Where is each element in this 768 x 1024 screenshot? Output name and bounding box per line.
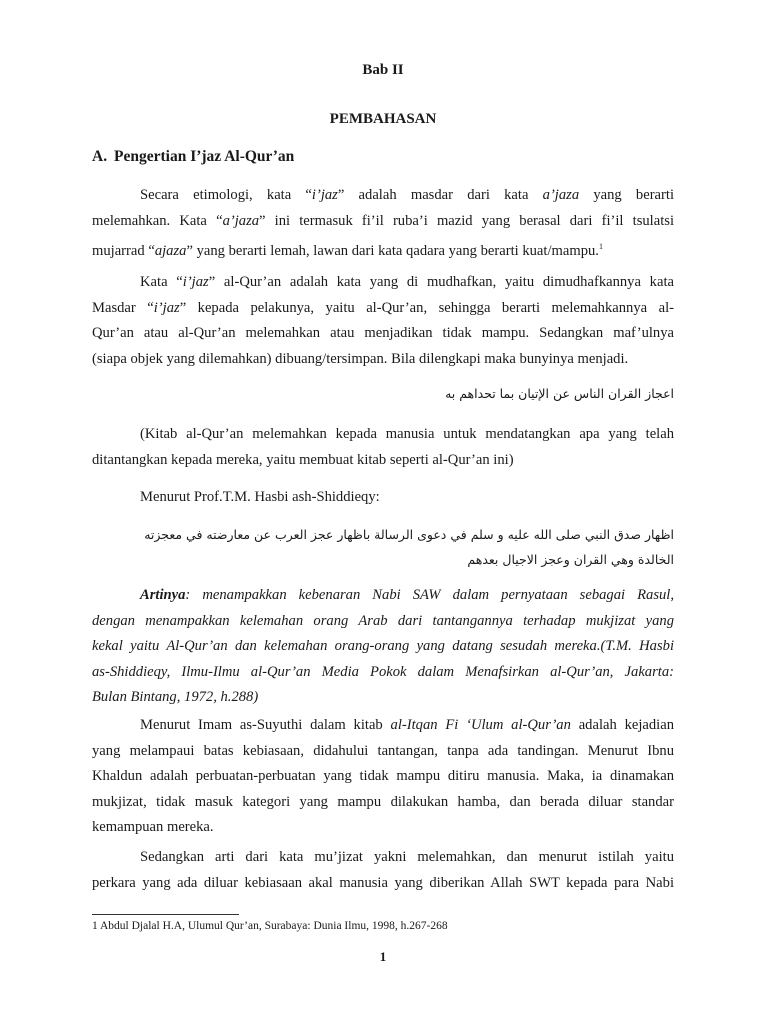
paragraph-line: Menurut Imam as-Suyuthi dalam kitab al-Itqan Fi ‘Ulum al-Qur’an adalah kejadian xyxy=(140,717,675,733)
meaning-label: Artinya xyxy=(140,587,186,603)
subsection-heading xyxy=(92,148,294,166)
paragraph-line: mukjizat, tidak masuk kategori yang mampu dilakukan hamba, dan berada diluar standar xyxy=(92,793,674,810)
heading-text: Pengertian I’jaz Al-Qur’an xyxy=(114,148,295,165)
paragraph-line: as-Shiddieqy, Ilmu-Ilmu al-Qur’an Media Pokok dalam Menafsirkan al-Qur’an, Jakarta: xyxy=(92,663,674,680)
heading-letter: A. xyxy=(92,148,108,165)
paragraph-line: kekal yaitu Al-Qur’an dan kelemahan orang-orang yang datang sesudah mereka.(T.M. Hasbi xyxy=(92,638,674,654)
paragraph-line: (Kitab al-Qur’an melemahkan kepada manusia untuk mendatangkan apa yang telah xyxy=(140,426,674,442)
footnote: 1 Abdul Djalal H.A, Ulumul Qur’an, Surabaya: Dunia Ilmu, 1998, h.267-268 xyxy=(92,920,448,932)
arabic-quote-1: اعجاز القران الناس عن الإتيان بما تحداهم به xyxy=(445,386,674,401)
paragraph-line: Bulan Bintang, 1972, h.288) xyxy=(92,689,259,705)
paragraph-line: Masdar “i’jaz” kepada pelakunya, yaitu al-Qur’an, sehingga berarti melemahkannya al- xyxy=(92,299,674,316)
paragraph-mujizat xyxy=(92,845,674,896)
paragraph-line: (siapa objek yang dilemahkan) dibuang/tersimpan. Bila dilengkapi maka bunyinya menjadi. xyxy=(92,350,629,367)
paragraph-line: yang melampaui batas kebiasaan, didahului tantangan, tanpa ada tandingan. Menurut Ibnu xyxy=(92,742,674,759)
paragraph-meaning xyxy=(92,583,674,711)
chapter-title: Bab II xyxy=(362,62,404,78)
paragraph-hasbi xyxy=(92,485,674,511)
paragraph-line: Menurut Prof.T.M. Hasbi ash-Shiddieqy: xyxy=(140,489,380,505)
paragraph-line: Qur’an atau al-Qur’an melemahkan atau menjadikan tidak mampu. Sedangkan maf’ulnya xyxy=(92,325,674,341)
paragraph-ijaz-quran xyxy=(92,270,674,372)
paragraph-etymology xyxy=(92,183,674,264)
footnote-separator xyxy=(92,914,239,915)
paragraph-line: Secara etimologi, kata “i’jaz” adalah masdar dari kata a’jaza yang berarti xyxy=(140,187,675,203)
paragraph-line: perkara yang ada diluar kebiasaan akal manusia yang diberikan Allah SWT kepada para Nabi xyxy=(92,874,674,891)
page-number: 1 xyxy=(379,949,387,964)
paragraph-line: ditantangkan kepada mereka, yaitu membuat kitab seperti al-Qur’an ini) xyxy=(92,451,514,468)
arabic-quote-2: اظهار صدق النبي صلى الله عليه و سلم في دعوى الرسالة باظهار عجز العرب عن معارضته في معجزته الخالدة وهي القران وعجز الاجيال بعدهم xyxy=(144,527,674,567)
paragraph-line: melemahkan. Kata “a’jaza” ini termasuk fi’il ruba’i mazid yang berasal dari fi’il tsulatsi xyxy=(92,212,675,229)
paragraph-line: dengan menampakkan kelemahan orang Arab dari tantangannya terhadap mukjizat yang xyxy=(92,612,674,629)
paragraph-suyuthi xyxy=(92,713,674,841)
paragraph-line: mujarrad “ajaza” yang berarti lemah, lawan dari kata qadara yang berarti kuat/mampu.$^1$ xyxy=(92,242,603,259)
section-title: PEMBAHASAN xyxy=(329,111,437,127)
paragraph-translation xyxy=(92,422,674,473)
paragraph-line: Khaldun adalah perbuatan-perbuatan yang tidak mampu ditiru manusia. Maka, ia dinamakan xyxy=(92,768,674,784)
paragraph-line: Artinya: menampakkan kebenaran Nabi SAW dalam pernyataan sebagai Rasul, xyxy=(140,587,674,603)
footnote-marker: 1 xyxy=(598,242,603,251)
paragraph-line: kemampuan mereka. xyxy=(92,819,214,835)
paragraph-line: Sedangkan arti dari kata mu’jizat yakni melemahkan, dan menurut istilah yaitu xyxy=(140,849,674,865)
paragraph-line: Kata “i’jaz” al-Qur’an adalah kata yang di mudhafkan, yaitu dimudhafkannya kata xyxy=(140,274,674,290)
